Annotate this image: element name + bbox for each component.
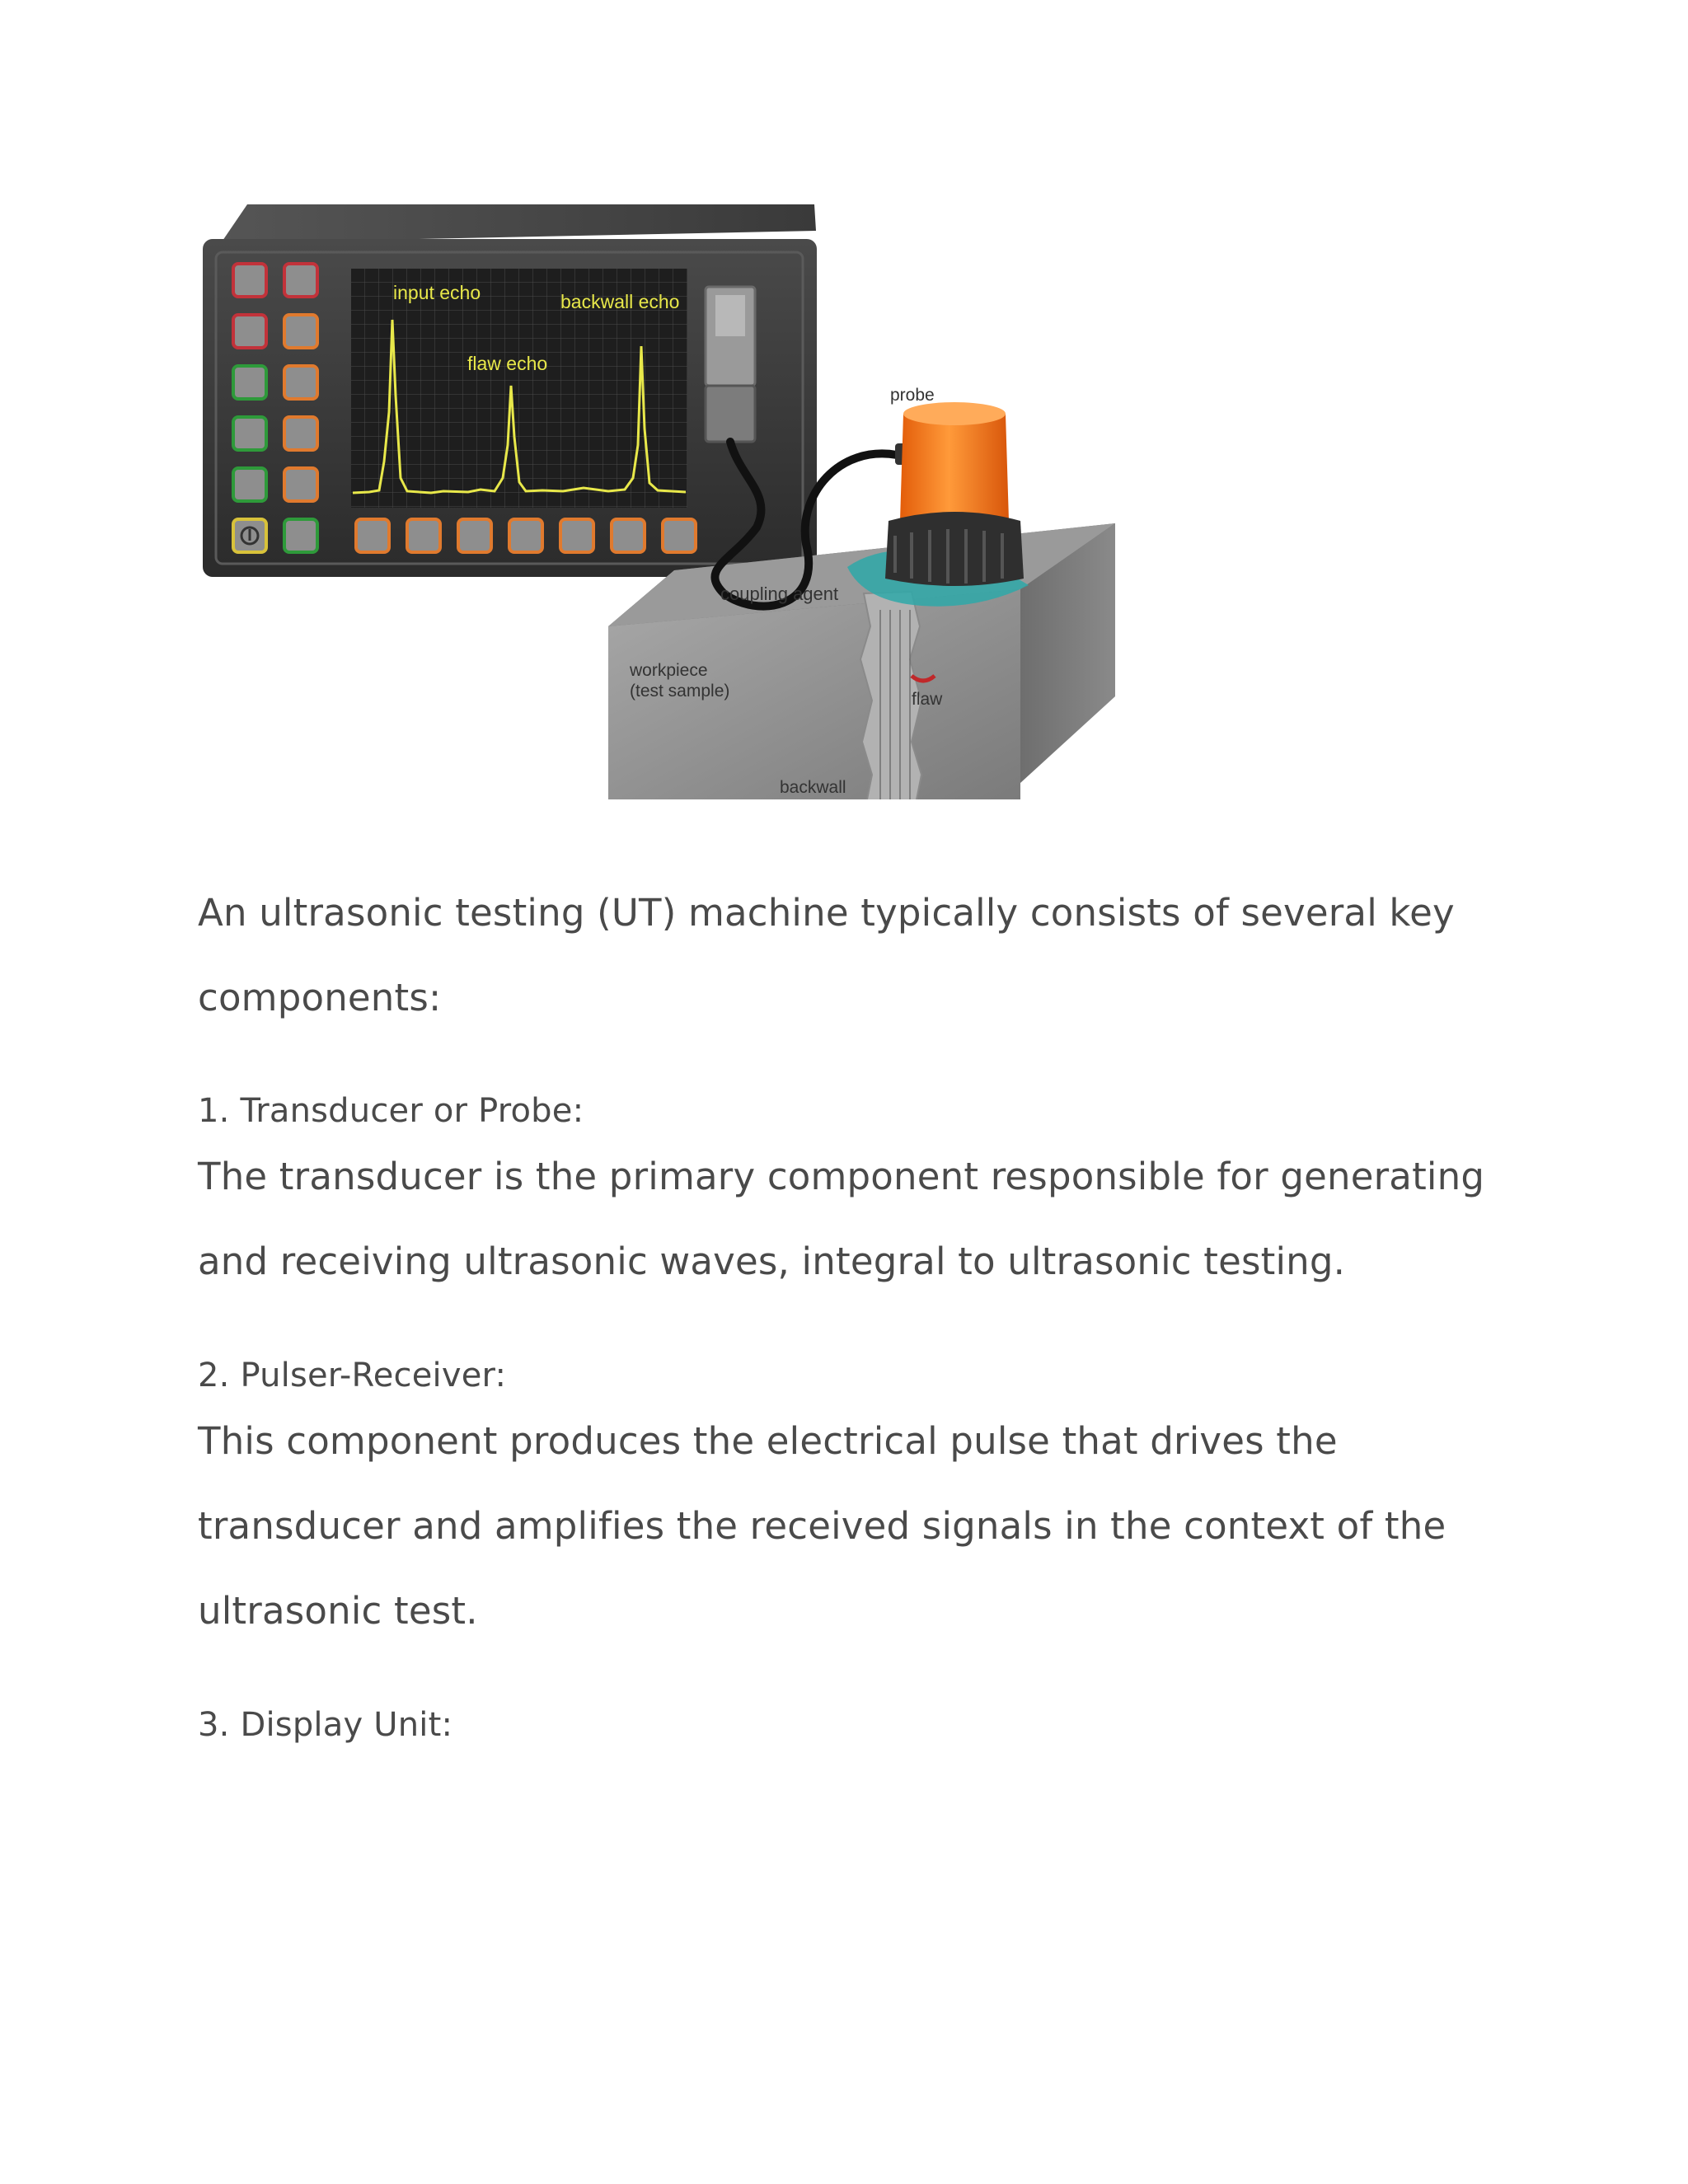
item-2-body: This component produces the electrical pulse that drives the transducer and amplifies the received signals in the context of the ultrasonic test.: [198, 1419, 1447, 1633]
ut-machine-illustration: [196, 198, 1119, 799]
item-1-body: The transducer is the primary component responsible for generating and receiving ultrasonic waves, integral to ultrasonic testing.: [198, 1155, 1485, 1283]
label-workpiece: workpiece: [630, 661, 708, 680]
connector-socket: [706, 287, 755, 442]
item-1-heading: 1. Transducer or Probe:: [198, 1092, 584, 1130]
label-input-echo: input echo: [393, 282, 481, 303]
probe-transducer: [885, 402, 1024, 586]
label-flaw-echo: flaw echo: [467, 353, 548, 374]
intro-paragraph: An ultrasonic testing (UT) machine typically consists of several key components:: [198, 891, 1455, 1019]
label-flaw: flaw: [912, 690, 943, 709]
label-backwall-echo: backwall echo: [560, 291, 680, 312]
label-probe: probe: [890, 386, 935, 405]
item-2-heading: 2. Pulser-Receiver:: [198, 1357, 507, 1394]
item-3-heading: 3. Display Unit:: [198, 1706, 453, 1744]
control-buttons-bottom: [356, 519, 696, 552]
label-backwall: backwall: [780, 778, 846, 797]
label-test-sample: (test sample): [630, 682, 730, 701]
label-coupling-agent: coupling agent: [720, 583, 839, 604]
